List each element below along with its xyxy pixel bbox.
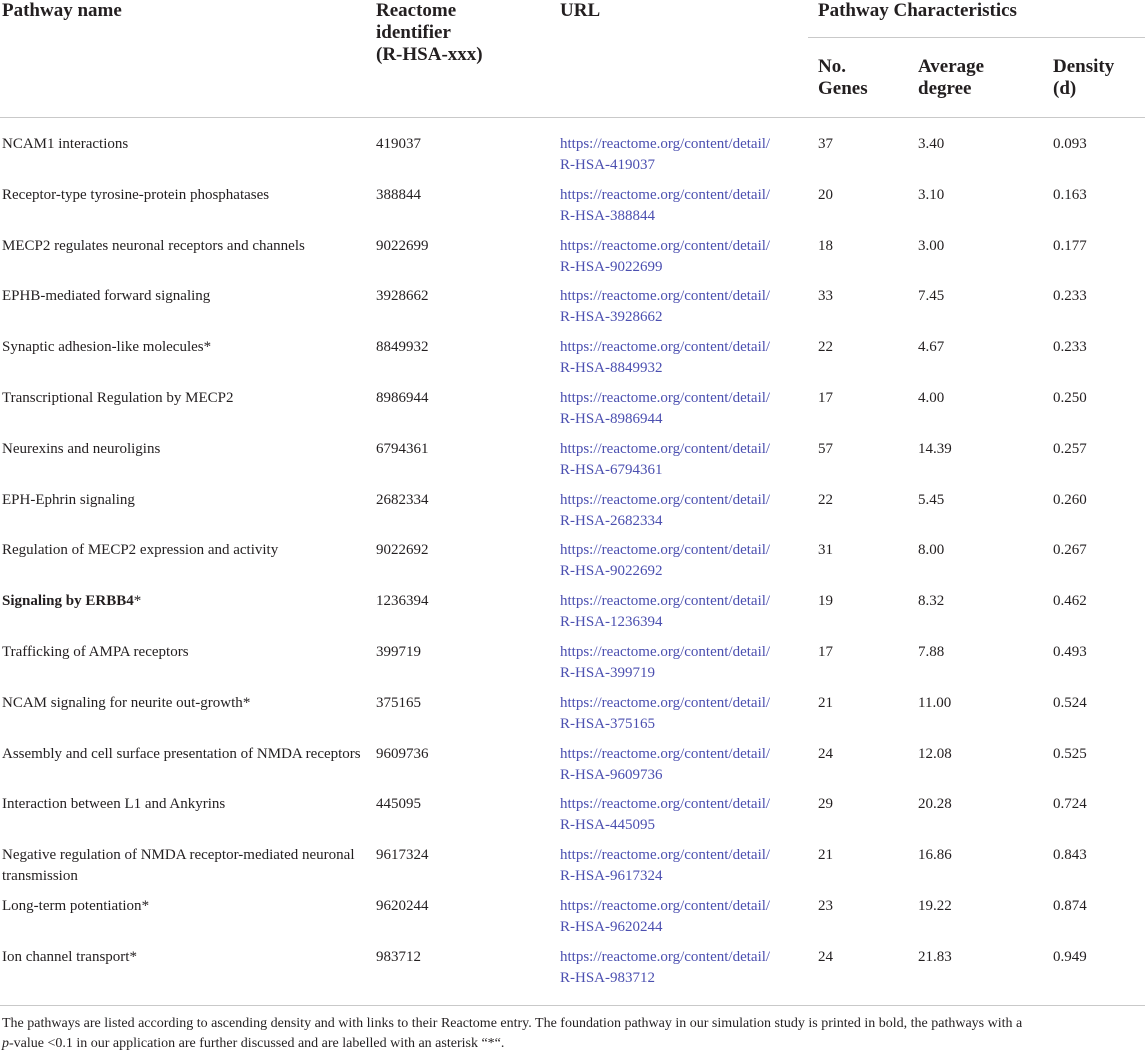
no-genes-cell: 24	[818, 746, 833, 762]
density-cell: 0.093	[1053, 136, 1087, 152]
reactome-link-line-1[interactable]: https://reactome.org/content/detail/	[560, 746, 771, 762]
reactome-link-line-1[interactable]: https://reactome.org/content/detail/	[560, 441, 771, 457]
average-degree-cell: 3.40	[918, 136, 945, 152]
header-density-line-1: Density	[1053, 56, 1115, 77]
density-cell: 0.724	[1053, 796, 1087, 812]
density-cell: 0.233	[1053, 339, 1087, 355]
average-degree-cell: 3.00	[918, 238, 945, 254]
average-degree-cell: 8.32	[918, 593, 945, 609]
density-cell: 0.257	[1053, 441, 1087, 457]
density-cell: 0.949	[1053, 949, 1087, 965]
density-cell: 0.462	[1053, 593, 1087, 609]
pathway-name: Trafficking of AMPA receptors	[2, 644, 189, 660]
no-genes-cell: 22	[818, 492, 833, 508]
reactome-id-cell: 983712	[376, 949, 421, 965]
asterisk-marker: *	[242, 695, 251, 711]
reactome-id-cell: 9617324	[376, 847, 429, 863]
reactome-link-line-2[interactable]: R-HSA-9617324	[560, 868, 663, 884]
pathway-name-cell	[2, 896, 362, 917]
reactome-id-cell: 8986944	[376, 390, 429, 406]
reactome-link-line-2[interactable]: R-HSA-8986944	[560, 411, 663, 427]
reactome-link-line-1[interactable]: https://reactome.org/content/detail/	[560, 695, 771, 711]
pathway-name-cell	[2, 591, 362, 612]
pathway-name-cell	[2, 337, 362, 358]
reactome-link-line-1[interactable]: https://reactome.org/content/detail/	[560, 847, 771, 863]
header-pathway-name: Pathway name	[2, 0, 122, 21]
average-degree-cell: 4.67	[918, 339, 945, 355]
reactome-id-cell: 1236394	[376, 593, 429, 609]
average-degree-cell: 20.28	[918, 796, 952, 812]
header-reactome-identifier	[376, 0, 483, 66]
pathway-name: Signaling by ERBB4	[2, 593, 134, 609]
reactome-link[interactable]	[560, 388, 770, 430]
pathway-name-cell	[2, 185, 362, 206]
density-cell: 0.267	[1053, 542, 1087, 558]
reactome-id-cell: 8849932	[376, 339, 429, 355]
pathway-name: NCAM signaling for neurite out-growth	[2, 695, 243, 711]
header-density	[1053, 56, 1114, 100]
reactome-link-line-2[interactable]: R-HSA-3928662	[560, 309, 663, 325]
header-average-degree-line-2: degree	[918, 78, 972, 99]
reactome-link[interactable]	[560, 845, 770, 887]
header-reactome-line-3: (R-HSA-xxx)	[376, 44, 483, 65]
header-url: URL	[560, 0, 601, 21]
pathway-name-cell	[2, 439, 362, 460]
pathway-name: Ion channel transport	[2, 949, 130, 965]
header-reactome-line-2: identifier	[376, 22, 451, 43]
no-genes-cell: 29	[818, 796, 833, 812]
density-cell: 0.493	[1053, 644, 1087, 660]
average-degree-cell: 4.00	[918, 390, 945, 406]
no-genes-cell: 22	[818, 339, 833, 355]
asterisk-marker: *	[141, 898, 150, 914]
reactome-link[interactable]	[560, 134, 770, 176]
average-degree-cell: 11.00	[918, 695, 952, 711]
reactome-link-line-2[interactable]: R-HSA-9022699	[560, 259, 663, 275]
reactome-link[interactable]	[560, 591, 770, 633]
pathway-name-cell	[2, 845, 362, 887]
reactome-link-line-1[interactable]: https://reactome.org/content/detail/	[560, 238, 771, 254]
average-degree-cell: 14.39	[918, 441, 952, 457]
header-no-genes-line-1: No.	[818, 56, 846, 77]
average-degree-cell: 16.86	[918, 847, 952, 863]
density-cell: 0.233	[1053, 288, 1087, 304]
reactome-link[interactable]	[560, 642, 770, 684]
reactome-id-cell: 9022692	[376, 542, 429, 558]
reactome-link-line-2[interactable]: R-HSA-2682334	[560, 513, 663, 529]
pathway-name: Receptor-type tyrosine-protein phosphatases	[2, 187, 270, 203]
no-genes-cell: 33	[818, 288, 833, 304]
pathway-name-cell	[2, 286, 362, 307]
pathway-name-cell	[2, 540, 362, 561]
reactome-id-cell: 375165	[376, 695, 421, 711]
no-genes-cell: 23	[818, 898, 833, 914]
pathway-name-cell	[2, 947, 362, 968]
reactome-link-line-1[interactable]: https://reactome.org/content/detail/	[560, 542, 771, 558]
header-pathway-characteristics: Pathway Characteristics	[818, 0, 1017, 21]
reactome-link[interactable]	[560, 490, 770, 532]
pathway-name: Long-term potentiation	[2, 898, 142, 914]
pathway-name-cell	[2, 134, 362, 155]
reactome-link[interactable]	[560, 794, 770, 836]
reactome-link-line-2[interactable]: R-HSA-9609736	[560, 767, 663, 783]
reactome-link-line-2[interactable]: R-HSA-375165	[560, 716, 656, 732]
pathway-name: MECP2 regulates neuronal receptors and channels	[2, 238, 305, 254]
reactome-id-cell: 3928662	[376, 288, 429, 304]
pathway-name-cell	[2, 388, 362, 409]
average-degree-cell: 21.83	[918, 949, 952, 965]
header-reactome-line-1: Reactome	[376, 0, 457, 21]
reactome-link[interactable]	[560, 337, 770, 379]
average-degree-cell: 12.08	[918, 746, 952, 762]
no-genes-cell: 20	[818, 187, 833, 203]
pathway-name: Regulation of MECP2 expression and activity	[2, 542, 279, 558]
density-cell: 0.524	[1053, 695, 1087, 711]
density-cell: 0.874	[1053, 898, 1087, 914]
reactome-link[interactable]	[560, 896, 770, 938]
reactome-link-line-1[interactable]: https://reactome.org/content/detail/	[560, 644, 771, 660]
no-genes-cell: 31	[818, 542, 833, 558]
reactome-link-line-2[interactable]: R-HSA-9620244	[560, 919, 663, 935]
pathway-name-cell	[2, 642, 362, 663]
reactome-link-line-2[interactable]: R-HSA-6794361	[560, 462, 663, 478]
pathway-name: Negative regulation of NMDA receptor-mediated neuronal transmission	[2, 847, 355, 884]
average-degree-cell: 8.00	[918, 542, 945, 558]
no-genes-cell: 17	[818, 390, 833, 406]
pathway-name-cell	[2, 490, 362, 511]
pathway-name-cell	[2, 236, 362, 257]
pathway-name: Neurexins and neuroligins	[2, 441, 161, 457]
pathway-name: Transcriptional Regulation by MECP2	[2, 390, 234, 406]
reactome-link-line-1[interactable]: https://reactome.org/content/detail/	[560, 796, 771, 812]
pathway-name: Synaptic adhesion-like molecules	[2, 339, 204, 355]
density-cell: 0.260	[1053, 492, 1087, 508]
density-cell: 0.177	[1053, 238, 1087, 254]
no-genes-cell: 21	[818, 847, 833, 863]
header-subrule	[808, 37, 1145, 38]
density-cell: 0.525	[1053, 746, 1087, 762]
no-genes-cell: 18	[818, 238, 833, 254]
no-genes-cell: 21	[818, 695, 833, 711]
reactome-link-line-2[interactable]: R-HSA-445095	[560, 817, 656, 833]
footnote-line-2: -value <0.1 in our application are further discussed and are labelled with an asterisk “*“.	[9, 1036, 505, 1051]
no-genes-cell: 37	[818, 136, 833, 152]
no-genes-cell: 57	[818, 441, 833, 457]
no-genes-cell: 24	[818, 949, 833, 965]
reactome-id-cell: 9022699	[376, 238, 429, 254]
reactome-id-cell: 419037	[376, 136, 421, 152]
reactome-link-line-2[interactable]: R-HSA-419037	[560, 157, 656, 173]
reactome-id-cell: 399719	[376, 644, 421, 660]
asterisk-marker: *	[129, 949, 137, 965]
density-cell: 0.843	[1053, 847, 1087, 863]
asterisk-marker: *	[133, 593, 142, 609]
reactome-link-line-1[interactable]: https://reactome.org/content/detail/	[560, 187, 771, 203]
average-degree-cell: 7.45	[918, 288, 945, 304]
reactome-id-cell: 9620244	[376, 898, 429, 914]
reactome-link[interactable]	[560, 439, 770, 481]
pathway-name: EPHB-mediated forward signaling	[2, 288, 211, 304]
density-cell: 0.250	[1053, 390, 1087, 406]
reactome-link-line-1[interactable]: https://reactome.org/content/detail/	[560, 288, 771, 304]
header-average-degree	[918, 56, 984, 100]
pathway-name-cell	[2, 744, 362, 765]
header-bottom-rule	[0, 117, 1145, 118]
reactome-link-line-2[interactable]: R-HSA-399719	[560, 665, 656, 681]
header-no-genes	[818, 56, 868, 100]
reactome-link-line-1[interactable]: https://reactome.org/content/detail/	[560, 949, 771, 965]
reactome-id-cell: 388844	[376, 187, 421, 203]
table-bottom-rule	[0, 1005, 1145, 1006]
pathway-name: NCAM1 interactions	[2, 136, 129, 152]
no-genes-cell: 17	[818, 644, 833, 660]
reactome-link[interactable]	[560, 540, 770, 582]
footnote-p-italic: p	[2, 1036, 9, 1051]
average-degree-cell: 19.22	[918, 898, 952, 914]
pathway-name: EPH-Ephrin signaling	[2, 492, 135, 508]
average-degree-cell: 3.10	[918, 187, 945, 203]
reactome-link[interactable]	[560, 236, 770, 278]
reactome-link[interactable]	[560, 693, 770, 735]
header-average-degree-line-1: Average	[918, 56, 985, 77]
reactome-id-cell: 9609736	[376, 746, 429, 762]
reactome-link[interactable]	[560, 744, 770, 786]
reactome-link-line-1[interactable]: https://reactome.org/content/detail/	[560, 492, 771, 508]
header-no-genes-line-2: Genes	[818, 78, 868, 99]
reactome-link[interactable]	[560, 185, 770, 227]
reactome-id-cell: 445095	[376, 796, 421, 812]
reactome-link-line-2[interactable]: R-HSA-8849932	[560, 360, 663, 376]
reactome-link-line-1[interactable]: https://reactome.org/content/detail/	[560, 136, 771, 152]
reactome-id-cell: 2682334	[376, 492, 429, 508]
density-cell: 0.163	[1053, 187, 1087, 203]
reactome-link-line-2[interactable]: R-HSA-9022692	[560, 563, 663, 579]
reactome-link-line-2[interactable]: R-HSA-983712	[560, 970, 656, 986]
asterisk-marker: *	[203, 339, 212, 355]
reactome-link-line-2[interactable]: R-HSA-1236394	[560, 614, 663, 630]
reactome-link-line-1[interactable]: https://reactome.org/content/detail/	[560, 390, 771, 406]
pathway-name: Interaction between L1 and Ankyrins	[2, 796, 226, 812]
pathway-name: Assembly and cell surface presentation of NMDA receptors	[2, 746, 361, 762]
reactome-link[interactable]	[560, 286, 770, 328]
average-degree-cell: 7.88	[918, 644, 945, 660]
pathway-name-cell	[2, 693, 362, 714]
footnote-line-1: The pathways are listed according to ascending density and with links to their Reactome entry. The foundation pathway in our simulation study is printed in bold, the pathways with a	[2, 1016, 1023, 1031]
reactome-link-line-2[interactable]: R-HSA-388844	[560, 208, 656, 224]
pathway-name-cell	[2, 794, 362, 815]
reactome-link-line-1[interactable]: https://reactome.org/content/detail/	[560, 593, 771, 609]
header-density-line-2: (d)	[1053, 78, 1077, 99]
average-degree-cell: 5.45	[918, 492, 945, 508]
reactome-link-line-1[interactable]: https://reactome.org/content/detail/	[560, 898, 771, 914]
reactome-link[interactable]	[560, 947, 770, 989]
table-footnote	[2, 1014, 1142, 1054]
reactome-id-cell: 6794361	[376, 441, 429, 457]
reactome-link-line-1[interactable]: https://reactome.org/content/detail/	[560, 339, 771, 355]
no-genes-cell: 19	[818, 593, 833, 609]
